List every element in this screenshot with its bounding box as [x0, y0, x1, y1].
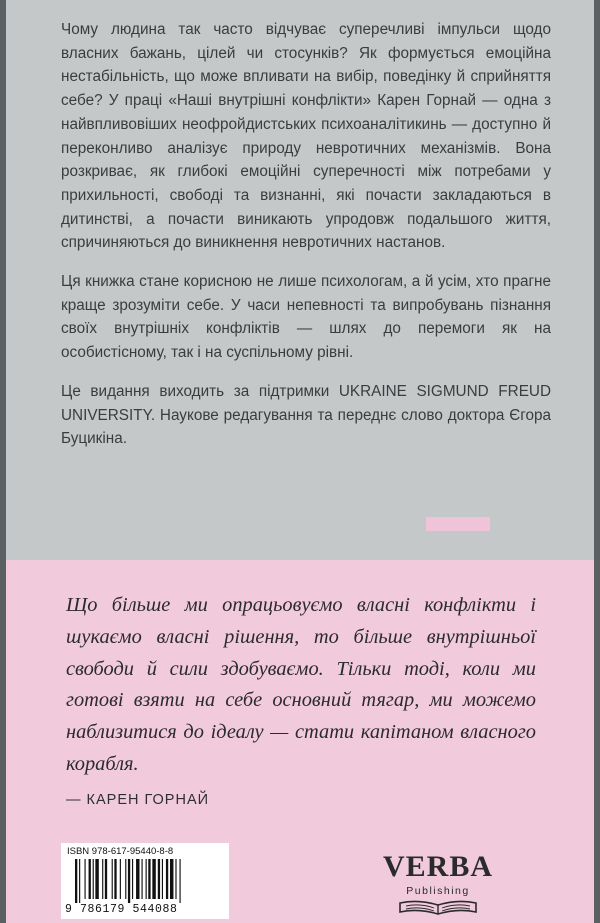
author-quote: Що більше ми опрацьовуємо власні конфлікти і шукаємо власні рішення, то більше внутрішньої свободи й сили здобуваємо. Тільки тоді, коли ми готові взяти на себе основний тягар, ми можемо наблизитися до ідеалу — стати капітаном власного корабля. — [66, 594, 536, 775]
description-paragraph-1: Чому людина так часто відчуває суперечливі імпульси щодо власних бажань, цілей чи стосунків? Як формується емоційна нестабільність, що може впливати на вибір, поведінку й сприйняття себе? У праці «Наші внутрішні конфлікти» Карен Горнай — одна з найвпливовіших неофройдистських психоаналітикинь — доступно й переконливо аналізує природу невротичних механізмів. Вона розкриває, як глибокі емоційні суперечності між потребами у прихильності, свободі та визнанні, які почасти закладаються в дитинстві, а почасти виникають упродовж подальшого життя, спричиняються до виникнення невротичних настанов. — [61, 21, 551, 252]
publisher-name: VERBA — [382, 850, 493, 883]
publisher-logo — [378, 850, 498, 920]
quote-author: — КАРЕН ГОРНАЙ — [66, 792, 210, 808]
quote-panel — [6, 560, 594, 923]
barcode-digits: 9 786179 544088 — [65, 903, 178, 916]
book-back-cover — [6, 0, 594, 923]
isbn-barcode — [61, 843, 229, 919]
open-book-icon — [398, 899, 478, 915]
description-paragraph-2: Ця книжка стане корисною не лише психологам, а й усім, хто прагне краще зрозуміти себе. У часи непевності та випробувань пізнання своїх внутрішніх конфліктів — шлях до перемоги як на особистісному, так і на суспільному рівні. — [61, 273, 551, 362]
right-cover-edge — [594, 0, 600, 923]
decorative-pink-mark — [426, 517, 490, 531]
barcode-bars — [75, 859, 221, 903]
description-paragraph-3: Це видання виходить за підтримки UKRAINE SIGMUND FREUD UNIVERSITY. Наукове редагування та переднє слово доктора Єгора Буцикіна. — [61, 382, 551, 448]
isbn-label: ISBN 978-617-95440-8-8 — [67, 846, 174, 857]
publisher-subtitle: Publishing — [406, 885, 470, 897]
description-block — [61, 18, 551, 466]
